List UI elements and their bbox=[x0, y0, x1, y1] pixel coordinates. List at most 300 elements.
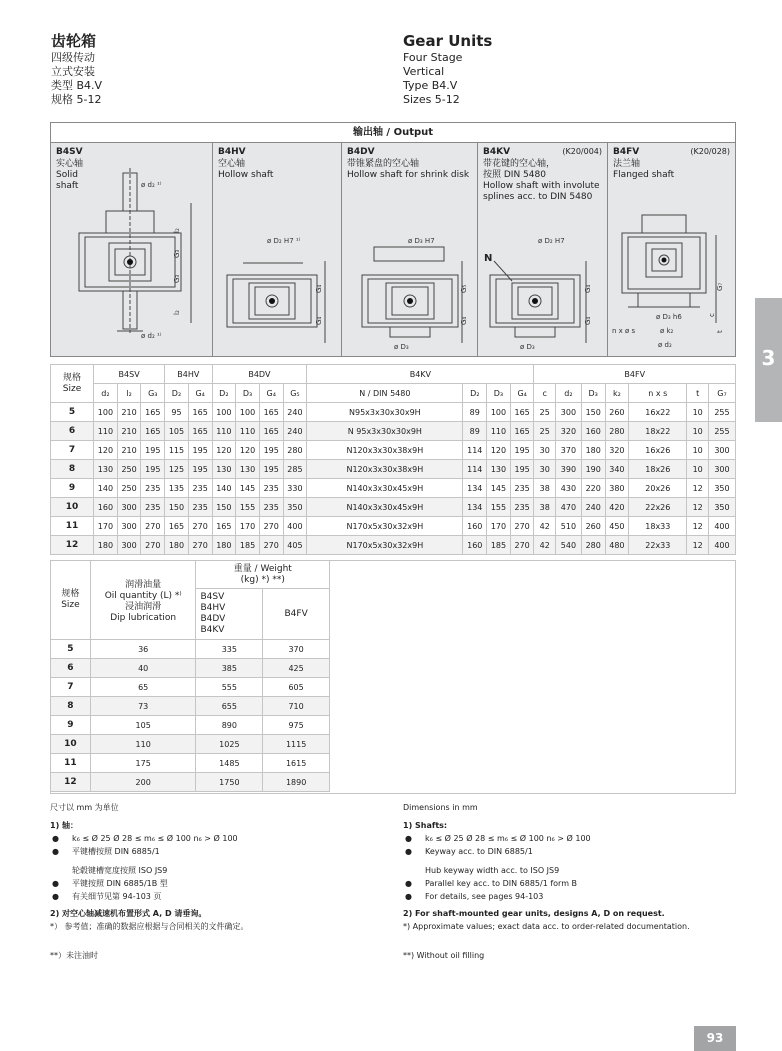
table-row bbox=[51, 716, 330, 735]
table-cell: 12 bbox=[687, 517, 709, 536]
table-cell: 270 bbox=[141, 536, 165, 555]
table-cell: 280 bbox=[581, 536, 605, 555]
oil-weight-table bbox=[50, 560, 330, 792]
size-cell: 7 bbox=[51, 678, 91, 697]
table-cell: 350 bbox=[283, 498, 307, 517]
dim-l2-bottom: l₂ bbox=[173, 310, 181, 315]
table-cell: 105 bbox=[165, 422, 189, 441]
shaft-label-en: Hollow shaft bbox=[218, 170, 274, 180]
table-cell: 16x22 bbox=[629, 403, 687, 422]
hollow-shaft-drawing bbox=[213, 143, 342, 356]
table-cell: 250 bbox=[117, 479, 141, 498]
shaft-col-b4hv bbox=[213, 143, 342, 356]
table-cell: 150 bbox=[165, 498, 189, 517]
table-cell: 150 bbox=[212, 498, 236, 517]
table-cell: 240 bbox=[283, 422, 307, 441]
group-header: B4SV bbox=[94, 365, 165, 384]
dim-g4-top: G₄ bbox=[584, 284, 592, 293]
table-cell: 195 bbox=[141, 441, 165, 460]
dim-d2: ø D₂ H7 ¹⁾ bbox=[267, 237, 301, 245]
table-cell: 210 bbox=[117, 422, 141, 441]
table-cell: 235 bbox=[141, 498, 165, 517]
column-header: D₃ bbox=[236, 384, 260, 403]
table-cell: 280 bbox=[283, 441, 307, 460]
spline-marker-n: N bbox=[484, 253, 493, 264]
column-header: D₃ bbox=[487, 384, 511, 403]
oil-header-cn: 润滑油量 bbox=[125, 580, 162, 590]
header-cn bbox=[51, 31, 102, 107]
table-cell: 30 bbox=[534, 460, 556, 479]
shaft-code: B4FV bbox=[613, 147, 640, 157]
table-cell: 110 bbox=[94, 422, 118, 441]
dim-g7: G₇ bbox=[716, 282, 724, 291]
table-cell: 890 bbox=[196, 716, 263, 735]
table-cell: 400 bbox=[708, 536, 735, 555]
table-cell: 100 bbox=[94, 403, 118, 422]
group-header: B4KV bbox=[307, 365, 534, 384]
note-4: **）未注油时 bbox=[50, 951, 98, 960]
column-header: G₇ bbox=[708, 384, 735, 403]
weight-col-type: B4HV bbox=[200, 603, 226, 613]
note-text: Parallel key acc. to DIN 6885/1 form B bbox=[425, 879, 578, 888]
table-cell: 140 bbox=[94, 479, 118, 498]
subtitle-cn-4: 规格 5-12 bbox=[51, 93, 102, 106]
shaft-label-en: Hollow shaft for shrink disk bbox=[347, 170, 470, 180]
table-cell: 470 bbox=[556, 498, 582, 517]
dim-g3-top: G₃ bbox=[173, 249, 181, 258]
shaft-label-en-2: splines acc. to DIN 5480 bbox=[483, 192, 593, 202]
note-text: 平键槽按照 DIN 6885/1 bbox=[72, 847, 160, 856]
table-row bbox=[51, 441, 736, 460]
table-row bbox=[51, 460, 736, 479]
table-cell: 235 bbox=[188, 479, 212, 498]
table-cell: 135 bbox=[165, 479, 189, 498]
table-cell: 10 bbox=[687, 441, 709, 460]
size-cell: 6 bbox=[51, 659, 91, 678]
table-cell: 130 bbox=[487, 460, 511, 479]
table-cell: 300 bbox=[708, 441, 735, 460]
group-header: B4HV bbox=[165, 365, 212, 384]
table-cell: 125 bbox=[165, 460, 189, 479]
note-2: 2) 对空心轴减速机布置形式 A, D 请垂询。 bbox=[50, 909, 207, 918]
table-cell: 100 bbox=[212, 403, 236, 422]
table-cell: 105 bbox=[90, 716, 196, 735]
table-cell: 1115 bbox=[263, 735, 330, 754]
table-cell: 340 bbox=[605, 460, 629, 479]
output-shaft-panel bbox=[50, 122, 736, 357]
table-cell: 22x33 bbox=[629, 536, 687, 555]
table-cell: 16x26 bbox=[629, 441, 687, 460]
table-cell: 165 bbox=[188, 422, 212, 441]
size-cell: 9 bbox=[51, 716, 91, 735]
table-cell: 320 bbox=[556, 422, 582, 441]
shaft-label-cn: 带锥紧盘的空心轴 bbox=[347, 159, 420, 169]
note-1b bbox=[50, 845, 380, 858]
table-cell: 195 bbox=[188, 460, 212, 479]
table-cell: 165 bbox=[165, 517, 189, 536]
weight-col-type: B4DV bbox=[200, 614, 226, 624]
notes-cn bbox=[50, 801, 380, 962]
shrink-disk-shaft-drawing bbox=[342, 143, 478, 356]
note-1b bbox=[403, 845, 733, 858]
chapter-tab bbox=[755, 298, 782, 422]
table-row bbox=[51, 517, 736, 536]
table-cell: 210 bbox=[117, 403, 141, 422]
table-cell: 100 bbox=[487, 403, 511, 422]
table-cell: 380 bbox=[605, 479, 629, 498]
table-cell: 120 bbox=[236, 441, 260, 460]
column-header: k₂ bbox=[605, 384, 629, 403]
table-cell: 1615 bbox=[263, 754, 330, 773]
group-header: B4FV bbox=[534, 365, 736, 384]
table-cell: 120 bbox=[94, 441, 118, 460]
weight-col-1-header bbox=[196, 589, 263, 640]
table-cell: 38 bbox=[534, 498, 556, 517]
size-header bbox=[51, 561, 91, 640]
subtitle-cn-1: 四级传动 bbox=[51, 51, 95, 64]
table-cell: N95x3x30x30x9H bbox=[307, 403, 463, 422]
table-cell: 1750 bbox=[196, 773, 263, 792]
column-header: G₄ bbox=[259, 384, 283, 403]
table-cell: 30 bbox=[534, 441, 556, 460]
dim-l2-top: l₂ bbox=[173, 228, 181, 233]
table-cell: 240 bbox=[283, 403, 307, 422]
table-cell: 975 bbox=[263, 716, 330, 735]
table-cell: 110 bbox=[90, 735, 196, 754]
column-header: D₂ bbox=[212, 384, 236, 403]
note-2: 2) For shaft-mounted gear units, designs A, D on request. bbox=[403, 909, 665, 918]
flanged-shaft-drawing bbox=[608, 143, 735, 356]
table-cell: 300 bbox=[708, 460, 735, 479]
table-cell: 160 bbox=[581, 422, 605, 441]
table-cell: 300 bbox=[556, 403, 582, 422]
column-header: d₂ bbox=[94, 384, 118, 403]
table-cell: N140x3x30x45x9H bbox=[307, 498, 463, 517]
table-cell: 270 bbox=[510, 517, 534, 536]
table-row bbox=[51, 697, 330, 716]
dim-g3-bottom: G₃ bbox=[173, 274, 181, 283]
note-1e bbox=[403, 890, 733, 903]
table-cell: 134 bbox=[463, 479, 487, 498]
size-cell: 9 bbox=[51, 479, 94, 498]
title-cn: 齿轮箱 bbox=[51, 32, 97, 50]
shaft-label-en-2: shaft bbox=[56, 181, 79, 191]
table-cell: 480 bbox=[605, 536, 629, 555]
subtitle-cn-3: 类型 B4.V bbox=[51, 79, 103, 92]
bullet-icon: ● bbox=[52, 834, 59, 843]
table-cell: 160 bbox=[94, 498, 118, 517]
table-cell: 195 bbox=[259, 460, 283, 479]
table-cell: 38 bbox=[534, 479, 556, 498]
table-cell: 10 bbox=[687, 403, 709, 422]
note-text: 有关细节见第 94-103 页 bbox=[72, 892, 162, 901]
bullet-icon: ● bbox=[405, 834, 412, 843]
table-cell: 270 bbox=[188, 517, 212, 536]
bullet-icon: ● bbox=[52, 892, 59, 901]
table-cell: 130 bbox=[212, 460, 236, 479]
table-cell: 175 bbox=[90, 754, 196, 773]
weight-col-2-header: B4FV bbox=[263, 589, 330, 640]
note-dim: Dimensions in mm bbox=[403, 803, 478, 812]
table-cell: 25 bbox=[534, 403, 556, 422]
size-cell: 5 bbox=[51, 640, 91, 659]
table-cell: 555 bbox=[196, 678, 263, 697]
table-cell: 200 bbox=[90, 773, 196, 792]
solid-shaft-drawing bbox=[51, 143, 213, 356]
table-cell: 95 bbox=[165, 403, 189, 422]
table-cell: 180 bbox=[94, 536, 118, 555]
table-cell: 40 bbox=[90, 659, 196, 678]
table-cell: 190 bbox=[581, 460, 605, 479]
column-header: n x s bbox=[629, 384, 687, 403]
dip-header-cn: 浸油润滑 bbox=[125, 602, 162, 612]
table-cell: 140 bbox=[212, 479, 236, 498]
size-header-en: Size bbox=[62, 383, 82, 394]
table-cell: 510 bbox=[556, 517, 582, 536]
table-cell: 20x26 bbox=[629, 479, 687, 498]
table-cell: 145 bbox=[487, 479, 511, 498]
size-cell: 12 bbox=[51, 536, 94, 555]
table-cell: 235 bbox=[510, 498, 534, 517]
table-cell: 240 bbox=[581, 498, 605, 517]
note-3: *) Approximate values; exact data acc. to order-related documentation. bbox=[403, 922, 690, 931]
note-1c bbox=[50, 864, 380, 877]
dimension-table bbox=[50, 364, 736, 555]
table-cell: 130 bbox=[94, 460, 118, 479]
chapter-number: 3 bbox=[761, 346, 776, 370]
size-cell: 8 bbox=[51, 697, 91, 716]
table-cell: 300 bbox=[117, 498, 141, 517]
shaft-code: B4KV bbox=[483, 147, 511, 157]
table-cell: 18x33 bbox=[629, 517, 687, 536]
table-cell: 170 bbox=[94, 517, 118, 536]
subtitle-en-2: Vertical bbox=[403, 65, 445, 78]
bullet-icon: ● bbox=[52, 879, 59, 888]
dim-d2: ø D₂ H7 bbox=[538, 237, 565, 245]
table-cell: 12 bbox=[687, 498, 709, 517]
table-cell: 250 bbox=[117, 460, 141, 479]
weight-col-type: B4KV bbox=[200, 625, 225, 635]
table-cell: N120x3x30x38x9H bbox=[307, 460, 463, 479]
table-cell: 330 bbox=[283, 479, 307, 498]
note-3: *） 参考值；准确的数据应根据与合同相关的文件确定。 bbox=[50, 922, 249, 931]
note-text: For details, see pages 94-103 bbox=[425, 892, 544, 901]
table-cell: 160 bbox=[463, 517, 487, 536]
dim-k2: ø k₂ bbox=[660, 327, 674, 335]
table-cell: 180 bbox=[581, 441, 605, 460]
dim-g4: G₄ bbox=[460, 316, 468, 325]
note-text: k₆ ≤ Ø 25 Ø 28 ≤ m₆ ≤ Ø 100 n₆ > Ø 100 bbox=[72, 834, 238, 843]
table-cell: 370 bbox=[263, 640, 330, 659]
table-cell: 120 bbox=[487, 441, 511, 460]
shaft-label-cn: 空心轴 bbox=[218, 159, 246, 169]
shaft-col-b4kv bbox=[478, 143, 608, 356]
size-header bbox=[51, 365, 94, 403]
table-cell: 220 bbox=[581, 479, 605, 498]
bullet-icon: ● bbox=[405, 892, 412, 901]
size-cell: 12 bbox=[51, 773, 91, 792]
table-row bbox=[51, 422, 736, 441]
table-cell: 235 bbox=[259, 479, 283, 498]
table-cell: 300 bbox=[117, 517, 141, 536]
table-cell: 195 bbox=[141, 460, 165, 479]
table-cell: 420 bbox=[605, 498, 629, 517]
table-cell: 195 bbox=[259, 441, 283, 460]
table-cell: 10 bbox=[687, 460, 709, 479]
table-cell: N120x3x30x38x9H bbox=[307, 441, 463, 460]
note-1d bbox=[50, 877, 380, 890]
size-cell: 6 bbox=[51, 422, 94, 441]
note-1: 1) 轴： bbox=[50, 821, 79, 830]
note-text: k₆ ≤ Ø 25 Ø 28 ≤ m₆ ≤ Ø 100 n₆ > Ø 100 bbox=[425, 834, 591, 843]
shaft-label-en-1: Hollow shaft with involute bbox=[483, 181, 600, 191]
note-1e bbox=[50, 890, 380, 903]
table-cell: 300 bbox=[117, 536, 141, 555]
subtitle-en-1: Four Stage bbox=[403, 51, 463, 64]
table-cell: 134 bbox=[463, 498, 487, 517]
shaft-col-b4dv bbox=[342, 143, 478, 356]
size-header-cn: 规格 bbox=[61, 589, 80, 599]
table-cell: 285 bbox=[283, 460, 307, 479]
weight-header-label: 重量 / Weight bbox=[233, 563, 292, 574]
column-header: c bbox=[534, 384, 556, 403]
table-cell: 180 bbox=[165, 536, 189, 555]
table-cell: 165 bbox=[259, 422, 283, 441]
table-cell: 170 bbox=[487, 517, 511, 536]
table-cell: 260 bbox=[605, 403, 629, 422]
note-text: 平键按照 DIN 6885/1B 型 bbox=[72, 879, 168, 888]
table-cell: 270 bbox=[259, 536, 283, 555]
shaft-label-en-1: Solid bbox=[56, 170, 78, 180]
note-dim: 尺寸以 mm 为单位 bbox=[50, 803, 119, 812]
table-cell: 270 bbox=[510, 536, 534, 555]
subtitle-en-3: Type B4.V bbox=[403, 79, 458, 92]
title-en: Gear Units bbox=[403, 32, 493, 50]
table-cell: 235 bbox=[141, 479, 165, 498]
dim-g5: G₅ bbox=[460, 284, 468, 293]
shaft-note: (K20/004) bbox=[562, 147, 602, 156]
table-row bbox=[51, 735, 330, 754]
table-cell: N140x3x30x45x9H bbox=[307, 479, 463, 498]
table-cell: 1025 bbox=[196, 735, 263, 754]
table-cell: 89 bbox=[463, 422, 487, 441]
table-row bbox=[51, 479, 736, 498]
table-cell: 255 bbox=[708, 403, 735, 422]
shaft-label-en: Flanged shaft bbox=[613, 170, 675, 180]
table-cell: 18x26 bbox=[629, 460, 687, 479]
dim-c: c bbox=[708, 313, 716, 317]
shaft-label-cn: 法兰轴 bbox=[613, 159, 641, 169]
table-row bbox=[51, 678, 330, 697]
column-header: G₃ bbox=[141, 384, 165, 403]
shaft-col-b4fv bbox=[608, 143, 735, 356]
table-cell: 110 bbox=[212, 422, 236, 441]
table-cell: 120 bbox=[212, 441, 236, 460]
table-cell: 180 bbox=[212, 536, 236, 555]
table-cell: 145 bbox=[236, 479, 260, 498]
column-header: D₂ bbox=[463, 384, 487, 403]
table-cell: 36 bbox=[90, 640, 196, 659]
table-cell: 110 bbox=[487, 422, 511, 441]
shaft-col-b4sv bbox=[51, 143, 213, 356]
column-header: D₂ bbox=[165, 384, 189, 403]
shaft-code: B4HV bbox=[218, 147, 246, 157]
table-cell: 270 bbox=[141, 517, 165, 536]
size-cell: 7 bbox=[51, 441, 94, 460]
table-cell: 605 bbox=[263, 678, 330, 697]
table-cell: 405 bbox=[283, 536, 307, 555]
column-header: t bbox=[687, 384, 709, 403]
note-text: Hub keyway width acc. to ISO JS9 bbox=[425, 866, 560, 875]
dim-nxs: n x ø s bbox=[612, 327, 636, 335]
table-cell: 195 bbox=[510, 460, 534, 479]
table-cell: 260 bbox=[581, 517, 605, 536]
table-cell: 195 bbox=[510, 441, 534, 460]
dim-d3-top: ø D₃ H7 bbox=[408, 237, 435, 245]
table-cell: 400 bbox=[283, 517, 307, 536]
table-cell: N 95x3x30x30x9H bbox=[307, 422, 463, 441]
group-header: B4DV bbox=[212, 365, 307, 384]
table-cell: 18x22 bbox=[629, 422, 687, 441]
table-cell: 42 bbox=[534, 517, 556, 536]
table-cell: 320 bbox=[605, 441, 629, 460]
table-cell: 110 bbox=[236, 422, 260, 441]
note-1a bbox=[403, 832, 733, 845]
table-cell: 165 bbox=[212, 517, 236, 536]
table-row bbox=[51, 659, 330, 678]
subtitle-cn-2: 立式安装 bbox=[51, 65, 95, 78]
bullet-icon: ● bbox=[405, 879, 412, 888]
table-cell: 165 bbox=[510, 422, 534, 441]
bullet-icon: ● bbox=[405, 847, 412, 856]
dim-d3: ø D₃ bbox=[520, 343, 535, 351]
column-header: d₂ bbox=[556, 384, 582, 403]
size-cell: 8 bbox=[51, 460, 94, 479]
shaft-label-cn-2: 按照 DIN 5480 bbox=[483, 170, 546, 180]
table-cell: N170x5x30x32x9H bbox=[307, 536, 463, 555]
table-cell: N170x5x30x32x9H bbox=[307, 517, 463, 536]
dim-t: t bbox=[716, 330, 724, 333]
size-header-en: Size bbox=[61, 600, 80, 610]
dim-g4-bottom: G₄ bbox=[315, 316, 323, 325]
table-row bbox=[51, 754, 330, 773]
table-row bbox=[51, 403, 736, 422]
table-cell: 89 bbox=[463, 403, 487, 422]
size-cell: 10 bbox=[51, 498, 94, 517]
shaft-label-cn-1: 带花键的空心轴， bbox=[483, 159, 556, 169]
note-text: 轮毂键槽宽度按照 ISO JS9 bbox=[72, 866, 168, 875]
note-1: 1) Shafts: bbox=[403, 821, 448, 830]
table-cell: 165 bbox=[510, 403, 534, 422]
table-cell: 165 bbox=[141, 403, 165, 422]
table-cell: 150 bbox=[581, 403, 605, 422]
table-row bbox=[51, 498, 736, 517]
note-1d bbox=[403, 877, 733, 890]
note-4: **) Without oil filling bbox=[403, 951, 485, 960]
size-cell: 11 bbox=[51, 517, 94, 536]
size-cell: 5 bbox=[51, 403, 94, 422]
table-row bbox=[51, 640, 330, 659]
table-cell: 10 bbox=[687, 422, 709, 441]
column-header: D₃ bbox=[581, 384, 605, 403]
weight-col-type: B4SV bbox=[200, 592, 225, 602]
table-cell: 450 bbox=[605, 517, 629, 536]
table-cell: 114 bbox=[463, 460, 487, 479]
dim-d3: ø D₃ h6 bbox=[656, 313, 682, 321]
table-cell: 114 bbox=[463, 441, 487, 460]
notes-en bbox=[403, 801, 733, 962]
dim-g4-bottom: G₄ bbox=[584, 316, 592, 325]
